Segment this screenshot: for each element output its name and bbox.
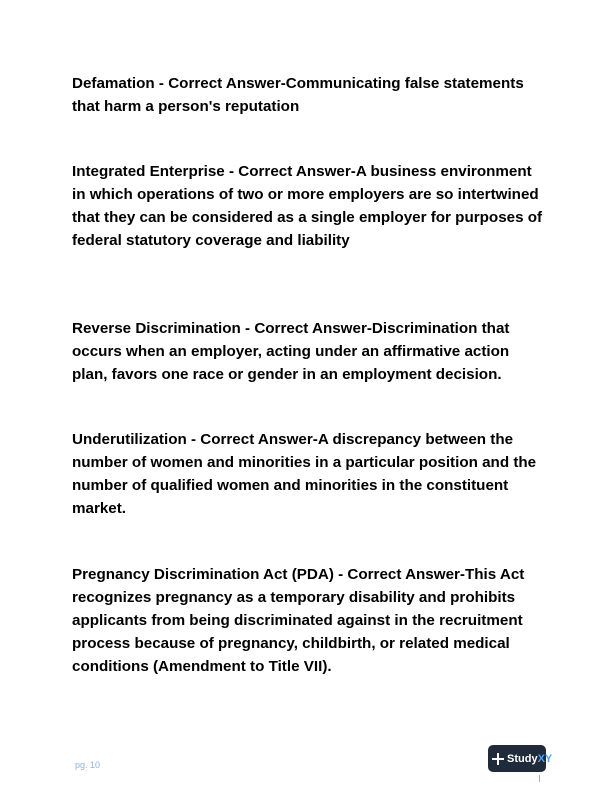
plus-icon bbox=[492, 753, 504, 765]
footer-tick-mark bbox=[539, 775, 540, 782]
definition-entry-pregnancy-discrimination-act: Pregnancy Discrimination Act (PDA) - Correct Answer-This Act recognizes pregnancy as a temporary disability and prohibits applicants from being discriminated against in the recruitment process because of pregnancy, childbirth, or related medical conditions (Amendment to Title VII). bbox=[72, 566, 525, 675]
logo-prefix: Study bbox=[507, 752, 538, 765]
studyxy-logo bbox=[488, 745, 553, 772]
definition-entry-defamation: Defamation - Correct Answer-Communicating false statements that harm a person's reputation bbox=[72, 75, 524, 115]
page-number: pg. 10 bbox=[75, 760, 101, 770]
logo-text bbox=[507, 753, 552, 765]
definition-entry-reverse-discrimination: Reverse Discrimination - Correct Answer-Discrimination that occurs when an employer, acting under an affirmative action plan, favors one race or gender in an employment decision. bbox=[72, 320, 510, 383]
definition-entry-integrated-enterprise: Integrated Enterprise - Correct Answer-A business environment in which operations of two or more employers are so intertwined that they can be considered as a single employer for purposes of federal statutory coverage and liability bbox=[72, 163, 543, 249]
definition-entry-underutilization: Underutilization - Correct Answer-A discrepancy between the number of women and minorities in a particular position and the number of qualified women and minorities in the constituent market. bbox=[72, 431, 537, 517]
logo-suffix: XY bbox=[537, 752, 553, 765]
